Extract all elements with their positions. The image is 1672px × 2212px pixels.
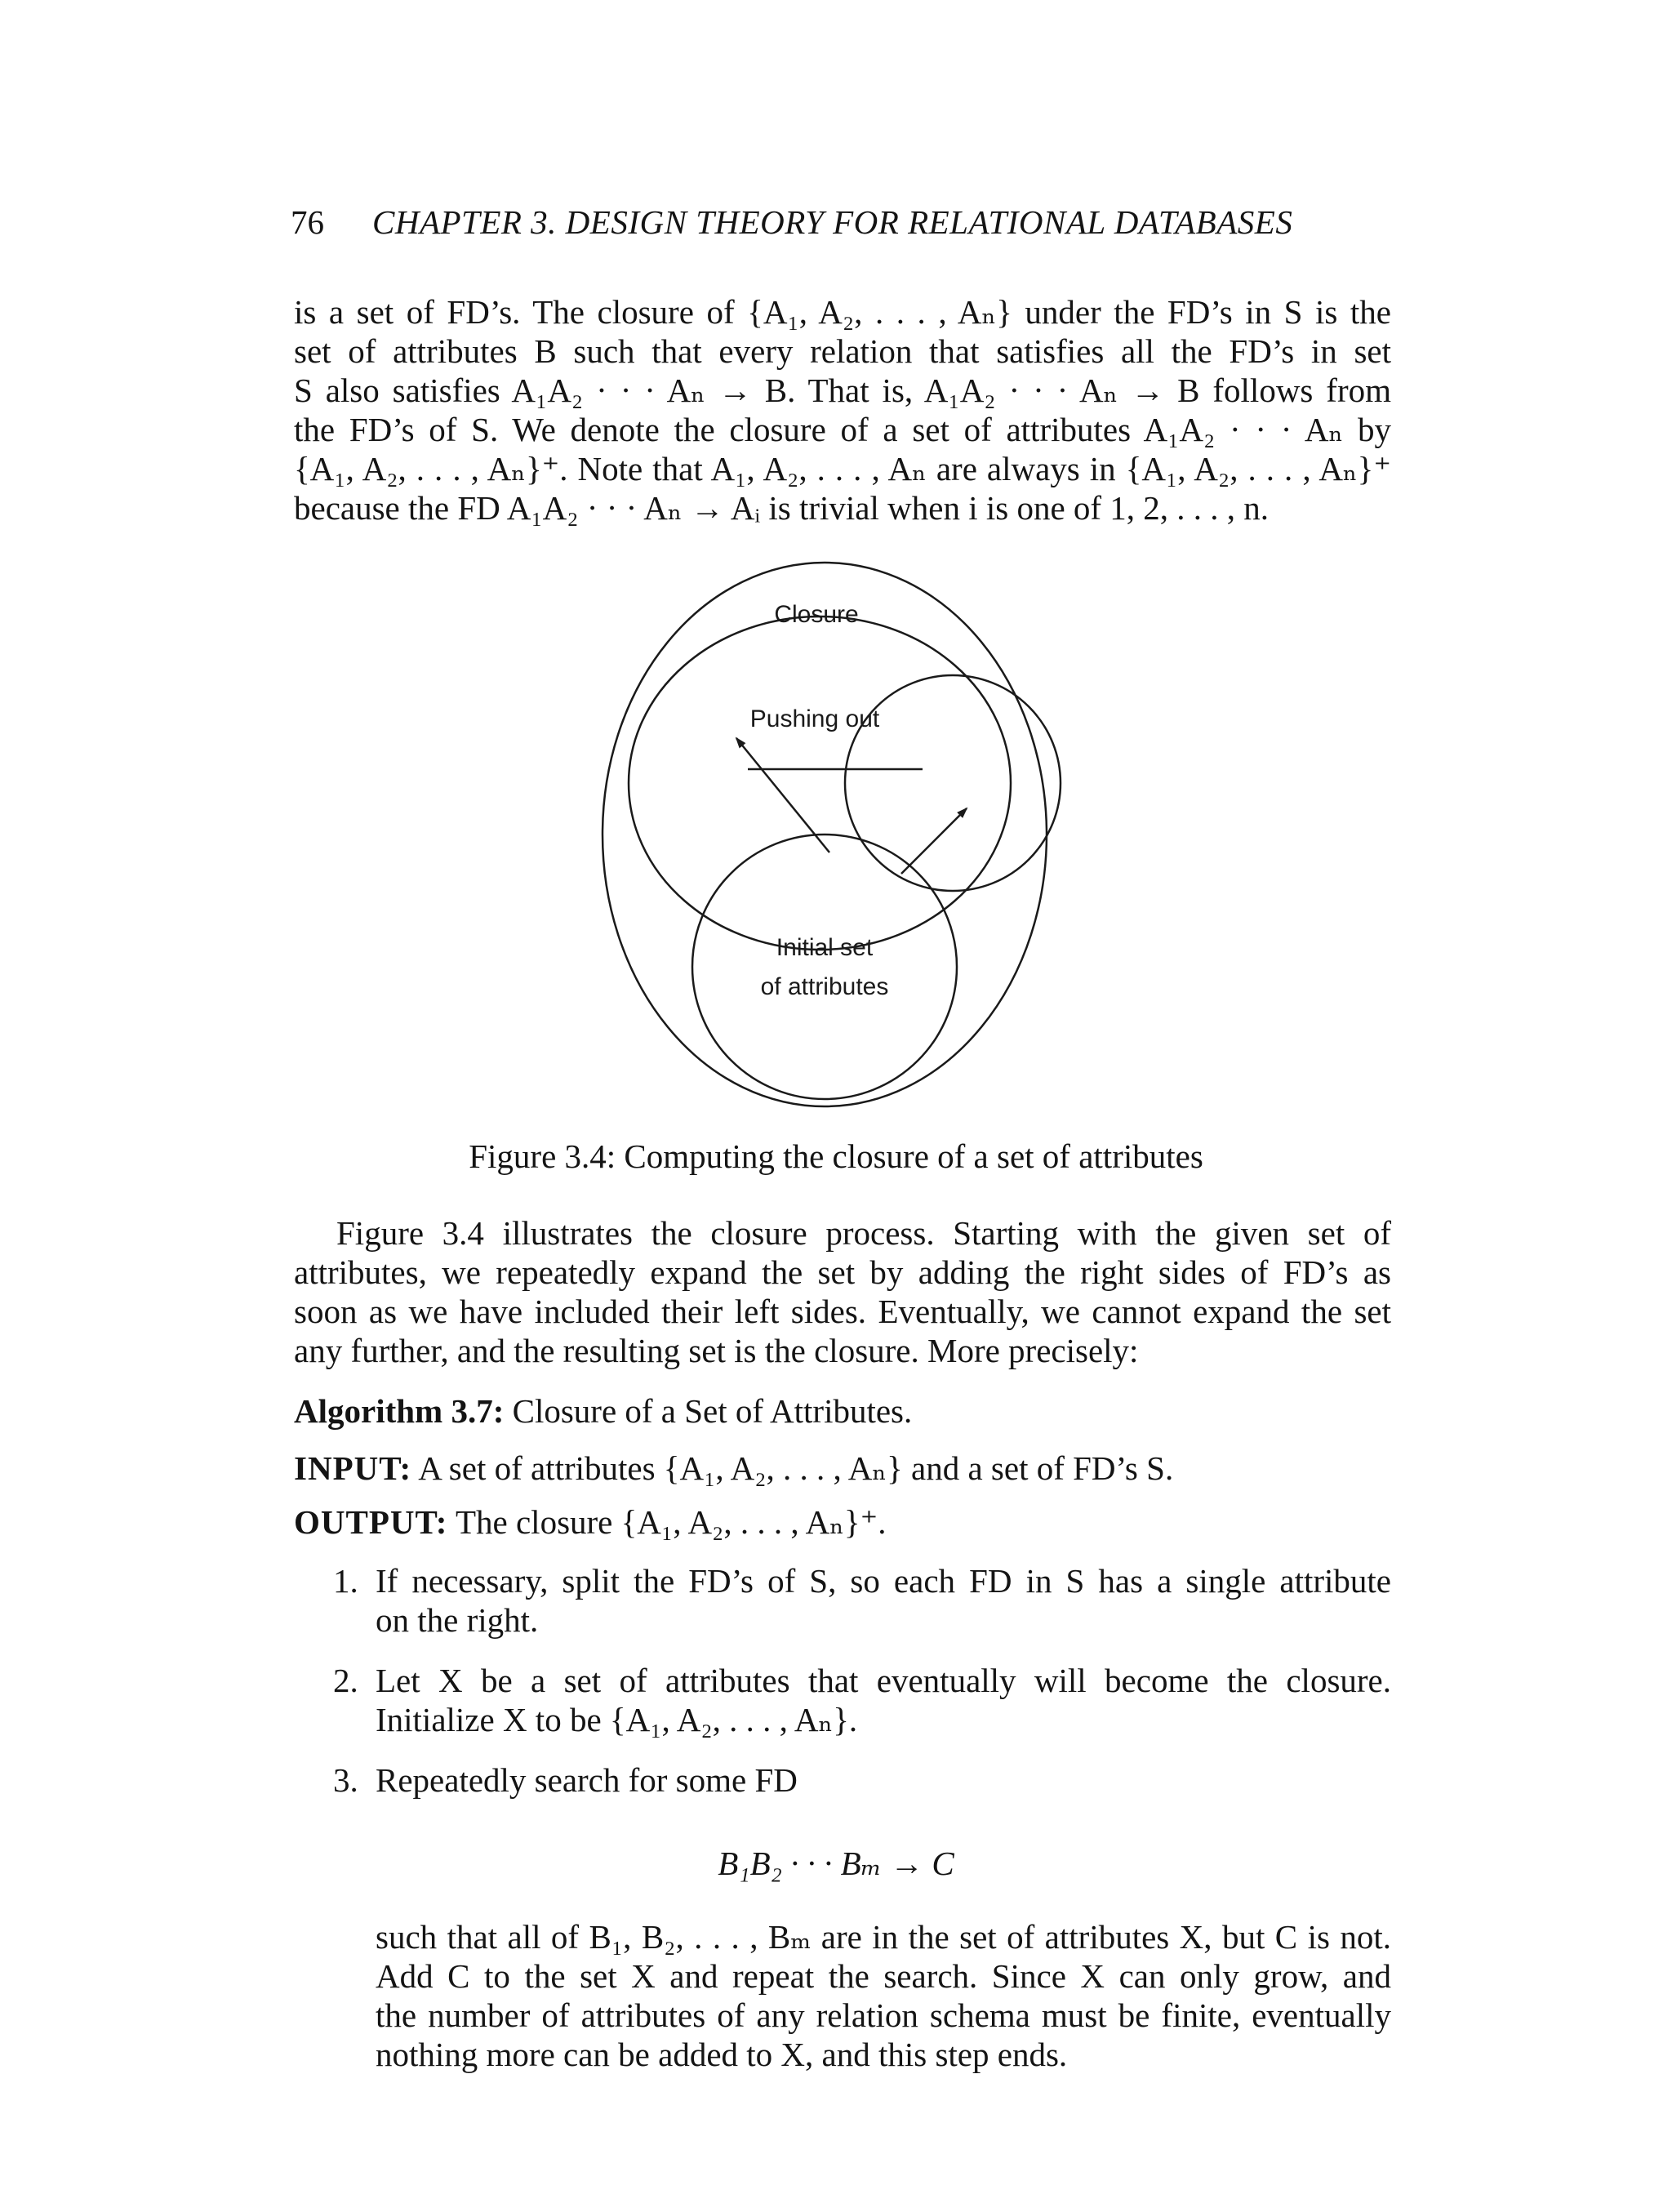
text-line: attributes, we repeatedly expand the set by adding the right sides of FD’s as [294,1253,1391,1291]
algorithm-label: Algorithm 3.7: [294,1392,505,1430]
text-line: S also satisfies A₁A₂ · · · Aₙ → B. That is, A₁A₂ · · · Aₙ → B follows from [294,372,1391,409]
text-line: {A₁, A₂, . . . , Aₙ}⁺. Note that A₁, A₂, . . . , Aₙ are always in {A₁, A₂, . . . , Aₙ}⁺ [294,450,1391,487]
text-line: any further, and the resulting set is the closure. More precisely: [294,1332,1139,1369]
text-line: If necessary, split the FD’s of S, so each FD in S has a single attribute [376,1562,1391,1600]
output-text: The closure {A₁, A₂, . . . , Aₙ}⁺. [455,1503,887,1541]
figure-caption: Figure 3.4: Computing the closure of a set of attributes [469,1137,1203,1175]
page-number: 76 [291,203,324,241]
text-line: soon as we have included their left sides. Eventually, we cannot expand the set [294,1293,1391,1330]
text-line: set of attributes B such that every relation that satisfies all the FD’s in set [294,332,1391,370]
input-label: INPUT: [294,1449,412,1487]
closure-diagram [588,549,1094,1120]
text-line: Figure 3.4 illustrates the closure process. Starting with the given set of [336,1214,1391,1252]
step-number: 1. [333,1562,358,1600]
step-number: 3. [333,1761,358,1799]
pushing-arrow-left [736,738,829,852]
pushing-arrow-right [901,808,967,874]
step-number: 2. [333,1662,358,1699]
fd-formula: B₁B₂ · · · Bₘ → C [718,1845,954,1882]
closure-label: Closure [774,601,859,628]
chapter-title: CHAPTER 3. DESIGN THEORY FOR RELATIONAL DATABASES [372,203,1293,241]
text-line: Let X be a set of attributes that eventually will become the closure. [376,1662,1391,1699]
text-line: such that all of B₁, B₂, . . . , Bₘ are in the set of attributes X, but C is not. [376,1918,1391,1956]
page-header [291,203,1393,242]
text-line: on the right. [376,1601,539,1639]
intro-paragraph [294,292,1391,527]
input-text: A set of attributes {A₁, A₂, . . . , Aₙ} and a set of FD’s S. [418,1449,1174,1487]
output-label: OUTPUT: [294,1503,448,1541]
text-line: nothing more can be added to X, and this step ends. [376,2036,1068,2073]
pushing-out-label: Pushing out [749,705,880,732]
explanation-paragraph [294,1213,1391,1370]
initial-set-label-continued: of attributes [760,973,889,1000]
initial-set-label: Initial set [776,934,874,961]
algorithm-title: Closure of a Set of Attributes. [512,1392,913,1430]
text-line: the FD’s of S. We denote the closure of a set of attributes A₁A₂ · · · Aₙ by [294,411,1391,448]
text-line: is a set of FD’s. The closure of {A₁, A₂, . . . , Aₙ} under the FD’s in S is the [294,293,1391,331]
initial-set-circle [692,835,957,1099]
text-line: Initialize X to be {A₁, A₂, . . . , Aₙ}. [376,1701,858,1738]
text-line: Add C to the set X and repeat the search. Since X can only grow, and [376,1957,1391,1995]
text-line: because the FD A₁A₂ · · · Aₙ → Aᵢ is trivial when i is one of 1, 2, . . . , n. [294,489,1270,527]
algorithm-heading [294,1391,912,1431]
text-line: Repeatedly search for some FD [376,1761,798,1799]
text-line: the number of attributes of any relation schema must be finite, eventually [376,1996,1391,2034]
algorithm-output [294,1502,887,1542]
algorithm-input [294,1449,1173,1488]
pushing-out-region [629,616,1011,950]
